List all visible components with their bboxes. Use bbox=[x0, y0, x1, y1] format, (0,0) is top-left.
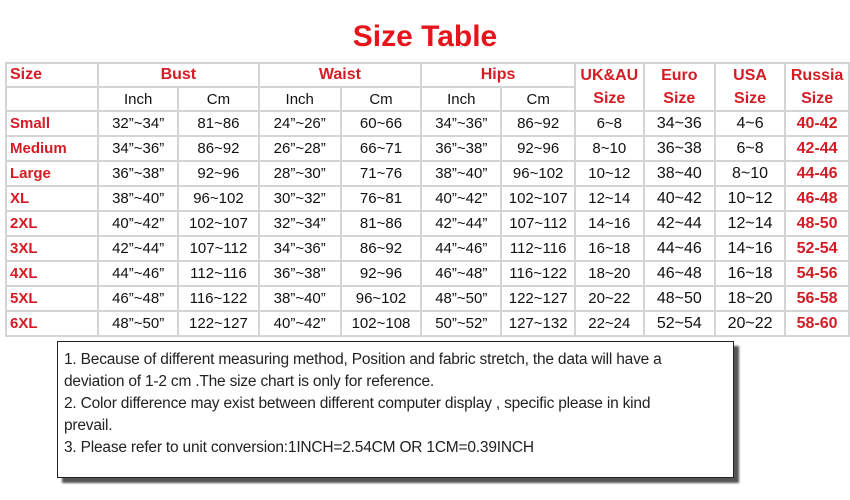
table-row bbox=[6, 186, 849, 211]
note-line: 1. Because of different measuring method, Position and fabric stretch, the data will have a bbox=[64, 351, 662, 368]
cell-hips-in: 44”~46” bbox=[421, 236, 501, 261]
cell-waist-in: 34”~36” bbox=[259, 236, 341, 261]
cell-euro: 38~40 bbox=[644, 161, 715, 186]
cell-euro: 40~42 bbox=[644, 186, 715, 211]
table-row bbox=[6, 111, 849, 136]
cell-waist-cm: 86~92 bbox=[341, 236, 421, 261]
cell-euro: 36~38 bbox=[644, 136, 715, 161]
header-russia-line2: Size bbox=[801, 90, 834, 107]
header-waist-inch: Inch bbox=[259, 87, 341, 111]
cell-waist-cm: 81~86 bbox=[341, 211, 421, 236]
cell-ukau: 16~18 bbox=[575, 236, 644, 261]
header-size: Size bbox=[6, 63, 98, 87]
cell-hips-in: 48”~50” bbox=[421, 286, 501, 311]
cell-waist-in: 24”~26” bbox=[259, 111, 341, 136]
header-russia bbox=[785, 63, 849, 111]
cell-bust-in: 48”~50” bbox=[98, 311, 178, 336]
cell-russia: 46-48 bbox=[785, 186, 849, 211]
note-line: 2. Color difference may exist between different computer display , specific please in kind bbox=[64, 395, 651, 412]
cell-hips-cm: 102~107 bbox=[501, 186, 575, 211]
cell-ukau: 20~22 bbox=[575, 286, 644, 311]
cell-hips-cm: 122~127 bbox=[501, 286, 575, 311]
cell-hips-cm: 86~92 bbox=[501, 111, 575, 136]
cell-bust-cm: 112~116 bbox=[178, 261, 258, 286]
cell-euro: 48~50 bbox=[644, 286, 715, 311]
cell-hips-cm: 127~132 bbox=[501, 311, 575, 336]
cell-bust-in: 44”~46” bbox=[98, 261, 178, 286]
header-waist-cm: Cm bbox=[341, 87, 421, 111]
header-ukau-line1: UK&AU bbox=[580, 67, 639, 84]
cell-euro: 34~36 bbox=[644, 111, 715, 136]
cell-bust-cm: 92~96 bbox=[178, 161, 258, 186]
cell-hips-in: 34”~36” bbox=[421, 111, 501, 136]
cell-ukau: 22~24 bbox=[575, 311, 644, 336]
header-usa bbox=[715, 63, 785, 111]
cell-waist-cm: 66~71 bbox=[341, 136, 421, 161]
cell-hips-in: 36”~38” bbox=[421, 136, 501, 161]
cell-bust-cm: 116~122 bbox=[178, 286, 258, 311]
cell-euro: 52~54 bbox=[644, 311, 715, 336]
row-size-label: 2XL bbox=[6, 211, 98, 236]
cell-russia: 40-42 bbox=[785, 111, 849, 136]
header-usa-line1: USA bbox=[733, 67, 767, 84]
cell-hips-in: 38”~40” bbox=[421, 161, 501, 186]
header-russia-line1: Russia bbox=[790, 67, 844, 84]
cell-ukau: 14~16 bbox=[575, 211, 644, 236]
cell-bust-in: 38”~40” bbox=[98, 186, 178, 211]
cell-bust-cm: 107~112 bbox=[178, 236, 258, 261]
row-size-label: XL bbox=[6, 186, 98, 211]
cell-ukau: 18~20 bbox=[575, 261, 644, 286]
cell-russia: 44-46 bbox=[785, 161, 849, 186]
cell-waist-cm: 60~66 bbox=[341, 111, 421, 136]
cell-hips-in: 42”~44” bbox=[421, 211, 501, 236]
size-table bbox=[5, 62, 850, 337]
cell-bust-in: 32”~34” bbox=[98, 111, 178, 136]
note-line: 3. Please refer to unit conversion:1INCH=2.54CM OR 1CM=0.39INCH bbox=[64, 439, 534, 456]
table-row bbox=[6, 136, 849, 161]
cell-bust-in: 34”~36” bbox=[98, 136, 178, 161]
header-waist: Waist bbox=[259, 63, 422, 87]
cell-waist-cm: 71~76 bbox=[341, 161, 421, 186]
table-row bbox=[6, 161, 849, 186]
header-euro bbox=[644, 63, 715, 111]
table-row bbox=[6, 311, 849, 336]
cell-bust-in: 40”~42” bbox=[98, 211, 178, 236]
cell-ukau: 12~14 bbox=[575, 186, 644, 211]
header-hips: Hips bbox=[421, 63, 575, 87]
cell-usa: 16~18 bbox=[715, 261, 785, 286]
row-size-label: 3XL bbox=[6, 236, 98, 261]
cell-usa: 10~12 bbox=[715, 186, 785, 211]
cell-bust-in: 46”~48” bbox=[98, 286, 178, 311]
note-line: deviation of 1-2 cm .The size chart is only for reference. bbox=[64, 373, 435, 390]
table-row bbox=[6, 211, 849, 236]
header-usa-line2: Size bbox=[734, 90, 767, 107]
cell-bust-cm: 96~102 bbox=[178, 186, 258, 211]
notes-box bbox=[57, 341, 734, 478]
cell-waist-cm: 76~81 bbox=[341, 186, 421, 211]
cell-usa: 18~20 bbox=[715, 286, 785, 311]
header-euro-line1: Euro bbox=[661, 67, 698, 84]
row-size-label: Medium bbox=[6, 136, 98, 161]
cell-bust-cm: 86~92 bbox=[178, 136, 258, 161]
cell-hips-cm: 96~102 bbox=[501, 161, 575, 186]
cell-bust-cm: 81~86 bbox=[178, 111, 258, 136]
cell-bust-in: 42”~44” bbox=[98, 236, 178, 261]
row-size-label: 5XL bbox=[6, 286, 98, 311]
row-size-label: 6XL bbox=[6, 311, 98, 336]
cell-usa: 12~14 bbox=[715, 211, 785, 236]
cell-euro: 42~44 bbox=[644, 211, 715, 236]
cell-usa: 6~8 bbox=[715, 136, 785, 161]
cell-waist-cm: 96~102 bbox=[341, 286, 421, 311]
row-size-label: 4XL bbox=[6, 261, 98, 286]
header-ukau bbox=[575, 63, 644, 111]
cell-russia: 48-50 bbox=[785, 211, 849, 236]
cell-bust-in: 36”~38” bbox=[98, 161, 178, 186]
cell-russia: 42-44 bbox=[785, 136, 849, 161]
cell-ukau: 8~10 bbox=[575, 136, 644, 161]
cell-waist-in: 38”~40” bbox=[259, 286, 341, 311]
cell-waist-in: 40”~42” bbox=[259, 311, 341, 336]
cell-waist-in: 32”~34” bbox=[259, 211, 341, 236]
header-hips-inch: Inch bbox=[421, 87, 501, 111]
header-bust-inch: Inch bbox=[98, 87, 178, 111]
cell-hips-in: 50”~52” bbox=[421, 311, 501, 336]
cell-russia: 52-54 bbox=[785, 236, 849, 261]
table-row bbox=[6, 236, 849, 261]
cell-usa: 14~16 bbox=[715, 236, 785, 261]
cell-bust-cm: 122~127 bbox=[178, 311, 258, 336]
cell-waist-cm: 102~108 bbox=[341, 311, 421, 336]
header-ukau-line2: Size bbox=[593, 90, 626, 107]
cell-ukau: 10~12 bbox=[575, 161, 644, 186]
table-row bbox=[6, 286, 849, 311]
note-line: prevail. bbox=[64, 417, 113, 434]
cell-hips-cm: 116~122 bbox=[501, 261, 575, 286]
cell-euro: 46~48 bbox=[644, 261, 715, 286]
cell-russia: 54-56 bbox=[785, 261, 849, 286]
cell-waist-in: 26”~28” bbox=[259, 136, 341, 161]
cell-hips-in: 40”~42” bbox=[421, 186, 501, 211]
cell-waist-in: 28”~30” bbox=[259, 161, 341, 186]
header-bust-cm: Cm bbox=[178, 87, 258, 111]
cell-bust-cm: 102~107 bbox=[178, 211, 258, 236]
cell-waist-cm: 92~96 bbox=[341, 261, 421, 286]
cell-hips-cm: 107~112 bbox=[501, 211, 575, 236]
cell-russia: 58-60 bbox=[785, 311, 849, 336]
cell-usa: 4~6 bbox=[715, 111, 785, 136]
cell-usa: 8~10 bbox=[715, 161, 785, 186]
cell-hips-in: 46”~48” bbox=[421, 261, 501, 286]
cell-ukau: 6~8 bbox=[575, 111, 644, 136]
cell-hips-cm: 92~96 bbox=[501, 136, 575, 161]
cell-euro: 44~46 bbox=[644, 236, 715, 261]
cell-usa: 20~22 bbox=[715, 311, 785, 336]
header-euro-line2: Size bbox=[663, 90, 696, 107]
cell-waist-in: 30”~32” bbox=[259, 186, 341, 211]
header-bust: Bust bbox=[98, 63, 259, 87]
table-row bbox=[6, 261, 849, 286]
cell-waist-in: 36”~38” bbox=[259, 261, 341, 286]
row-size-label: Small bbox=[6, 111, 98, 136]
header-blank bbox=[6, 87, 98, 111]
cell-russia: 56-58 bbox=[785, 286, 849, 311]
header-hips-cm: Cm bbox=[501, 87, 575, 111]
row-size-label: Large bbox=[6, 161, 98, 186]
cell-hips-cm: 112~116 bbox=[501, 236, 575, 261]
page-title: Size Table bbox=[352, 20, 498, 53]
